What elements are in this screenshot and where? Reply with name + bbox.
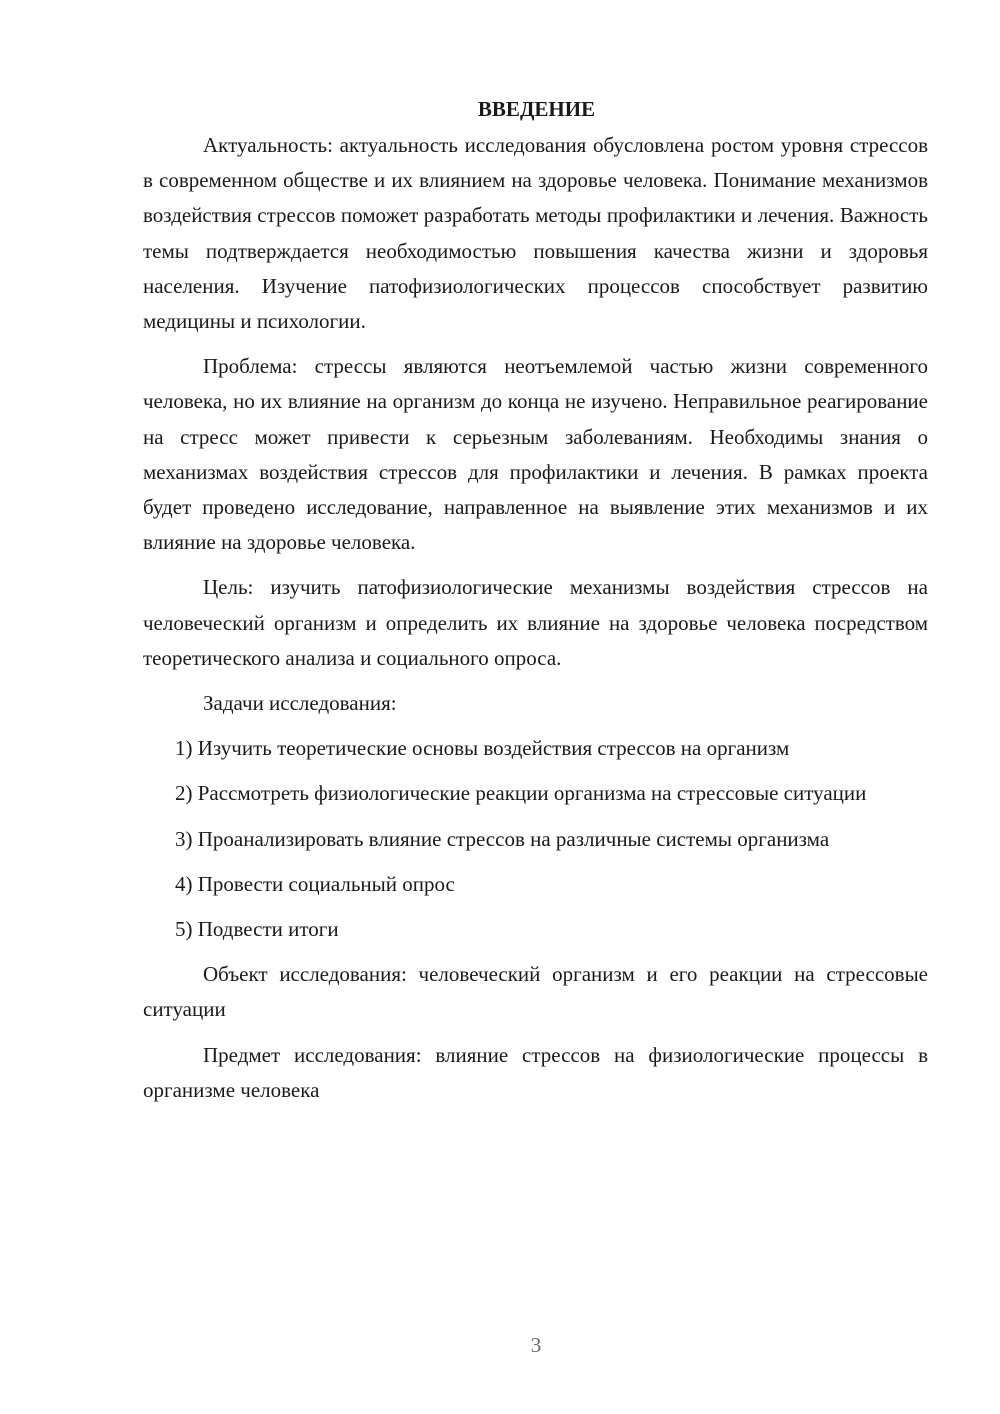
- subject-paragraph: Предмет исследования: влияние стрессов на физиологические процессы в организме человека: [143, 1042, 928, 1102]
- relevance-paragraph: Актуальность: актуальность исследования обусловлена ростом уровня стрессов в современном обществе и их влиянием на здоровье человека. Понимание механизмов воздействия стрессов поможет разработать методы профилактики и лечения. Важность темы подтверждается необходимостью повышения качества жизни и здоровья населения. Изучение патофизиологических процессов способствует развитию медицины и психологии.: [143, 133, 928, 334]
- task-item-4: 4) Провести социальный опрос: [175, 871, 455, 896]
- page-title: ВВЕДЕНИЕ: [477, 97, 596, 121]
- goal-paragraph: Цель: изучить патофизиологические механизмы воздействия стрессов на человеческий организм и определить их влияние на здоровье человека посредством теоретического анализа и социального опроса.: [143, 575, 928, 670]
- tasks-heading: Задачи исследования:: [203, 691, 397, 716]
- task-item-1: 1) Изучить теоретические основы воздействия стрессов на организм: [175, 736, 790, 761]
- document-page: [143, 92, 928, 1108]
- object-paragraph: Объект исследования: человеческий организм и его реакции на стрессовые ситуации: [143, 962, 928, 1022]
- tasks-list: [143, 731, 928, 947]
- task-item-3: 3) Проанализировать влияние стрессов на различные системы организма: [175, 826, 830, 851]
- task-item-2: 2) Рассмотреть физиологические реакции организма на стрессовые ситуации: [175, 781, 867, 806]
- page-number: 3: [530, 1333, 542, 1357]
- problem-paragraph: Проблема: стрессы являются неотъемлемой частью жизни современного человека, но их влияние на организм до конца не изучено. Неправильное реагирование на стресс может привести к серьезным заболеваниям. Необходимы знания о механизмах воздействия стрессов для профилактики и лечения. В рамках проекта будет проведено исследование, направленное на выявление этих механизмов и их влияние на здоровье человека.: [143, 354, 928, 555]
- task-item-5: 5) Подвести итоги: [175, 917, 339, 942]
